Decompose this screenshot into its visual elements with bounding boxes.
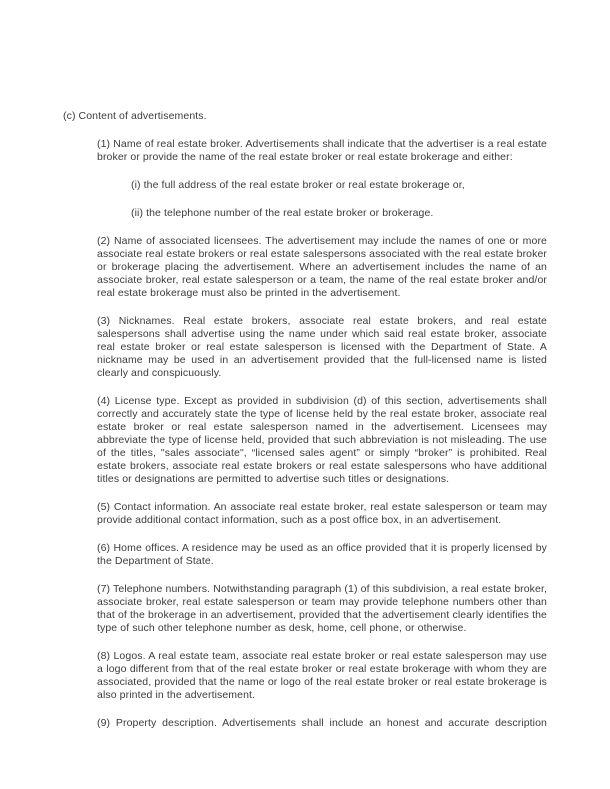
paragraph-7: (7) Telephone numbers. Notwithstanding paragraph (1) of this subdivision, a real estate broker, associate broker, real estate salesperson or team may provide telephone numbers other than that of the brokerage in an advertisement, provided that the advertisement clearly identifies the type of such other telephone number as desk, home, cell phone, or otherwise. xyxy=(97,583,547,634)
paragraph-9: (9) Property description. Advertisements shall include an honest and accurate description xyxy=(97,717,547,729)
clause-i: (i) the full address of the real estate broker or real estate brokerage or, xyxy=(131,179,465,191)
paragraph-4: (4) License type. Except as provided in subdivision (d) of this section, advertisements shall correctly and accurately state the type of license held by the real estate broker, associate real estate broker or real estate salesperson named in the advertisement. Licensees may abbreviate the type of license held, provided that such abbreviation is not misleading. The use of the titles, "sales associate", “licensed sales agent” or simply “broker” is prohibited. Real estate brokers, associate real estate brokers or real estate salespersons who have additional titles or designations are permitted to advertise such titles or designations. xyxy=(97,395,547,485)
paragraph-2: (2) Name of associated licensees. The advertisement may include the names of one or more associate real estate brokers or real estate salespersons associated with the real estate broker or brokerage placing the advertisement. Where an advertisement includes the name of an associate broker, real estate salesperson or a team, the name of the real estate broker and/or real estate brokerage must also be printed in the advertisement. xyxy=(97,235,547,299)
paragraph-5: (5) Contact information. An associate real estate broker, real estate salesperson or team may provide additional contact information, such as a post office box, in an advertisement. xyxy=(97,501,547,526)
paragraph-6: (6) Home offices. A residence may be used as an office provided that it is properly licensed by the Department of State. xyxy=(97,542,547,567)
section-heading-c: (c) Content of advertisements. xyxy=(63,110,207,122)
paragraph-8: (8) Logos. A real estate team, associate real estate broker or real estate salesperson may use a logo different from that of the real estate broker or real estate brokerage with whom they are associated, provided that the name or logo of the real estate broker or real estate brokerage is also printed in the advertisement. xyxy=(97,650,547,701)
document-text-block xyxy=(63,110,547,745)
paragraph-3: (3) Nicknames. Real estate brokers, associate real estate brokers, and real estate salespersons shall advertise using the name under which said real estate broker, associate real estate broker or real estate salesperson is licensed with the Department of State. A nickname may be used in an advertisement provided that the full-licensed name is listed clearly and conspicuously. xyxy=(97,315,547,379)
paragraph-1: (1) Name of real estate broker. Advertisements shall indicate that the advertiser is a real estate broker or provide the name of the real estate broker or real estate brokerage and either: xyxy=(97,138,547,163)
clause-ii: (ii) the telephone number of the real estate broker or brokerage. xyxy=(131,207,434,219)
